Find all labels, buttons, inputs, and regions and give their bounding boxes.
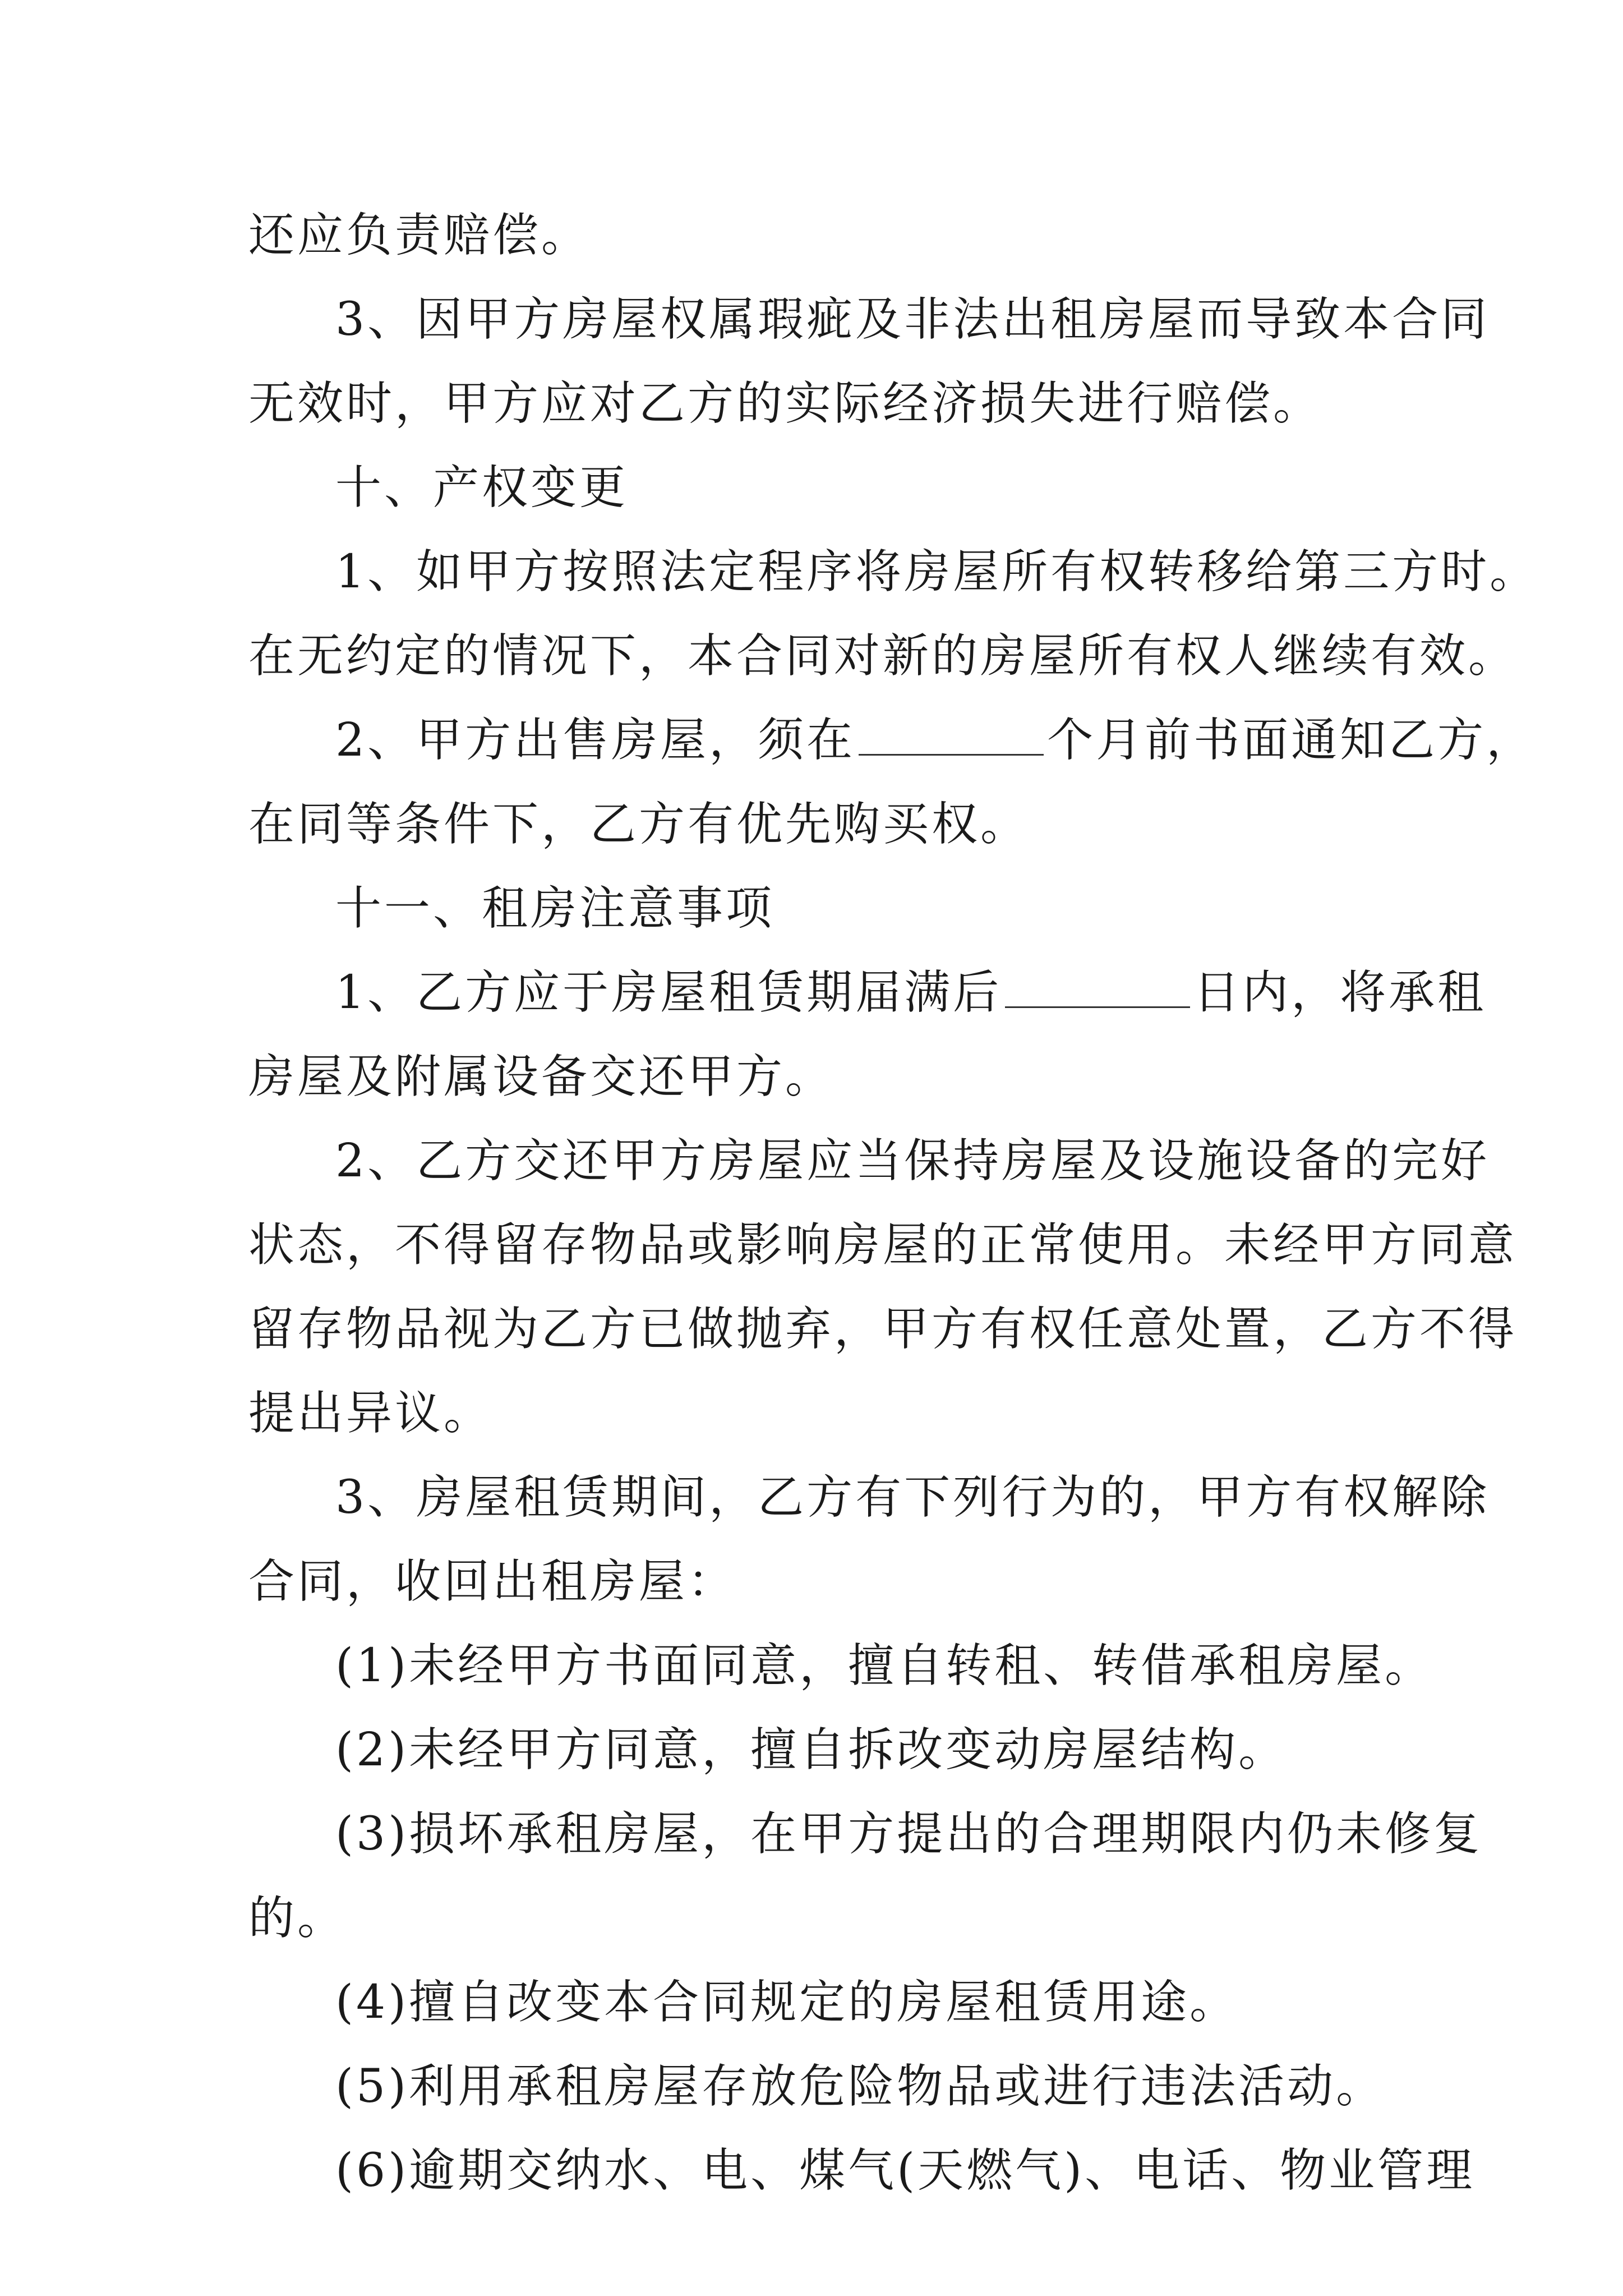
list-item: (3)损坏承租房屋，在甲方提出的合理期限内仍未修复 xyxy=(335,1807,1483,1861)
text-line: 房屋及附属设备交还甲方。 xyxy=(248,1050,834,1103)
text-segment: 个月前书面通知乙方， xyxy=(1047,714,1536,767)
text-line: 2、乙方交还甲方房屋应当保持房屋及设施设备的完好 xyxy=(335,1134,1490,1188)
list-item: (1)未经甲方书面同意，擅自转租、转借承租房屋。 xyxy=(335,1639,1434,1692)
fill-in-blank xyxy=(1005,961,1190,1008)
text-line-with-blank xyxy=(335,709,1536,772)
list-item: (6)逾期交纳水、电、煤气(天燃气)、电话、物业管理 xyxy=(335,2144,1476,2197)
text-line-with-blank xyxy=(335,961,1487,1024)
text-line: 留存物品视为乙方已做抛弃，甲方有权任意处置，乙方不得 xyxy=(248,1303,1518,1356)
text-line: 的。 xyxy=(248,1892,347,1945)
text-line: 状态，不得留存物品或影响房屋的正常使用。未经甲方同意 xyxy=(248,1218,1518,1272)
text-segment: 日内，将承租 xyxy=(1193,966,1487,1019)
text-line: 在无约定的情况下，本合同对新的房屋所有权人继续有效。 xyxy=(248,629,1518,683)
text-line: 1、如甲方按照法定程序将房屋所有权转移给第三方时。 xyxy=(335,545,1539,599)
section-heading: 十、产权变更 xyxy=(335,461,629,514)
text-line: 在同等条件下，乙方有优先购买权。 xyxy=(248,798,1030,851)
fill-in-blank xyxy=(859,709,1044,756)
text-line: 3、因甲方房屋权属瑕疵及非法出租房屋而导致本合同 xyxy=(335,293,1490,346)
list-item: (4)擅自改变本合同规定的房屋租赁用途。 xyxy=(335,1976,1239,2029)
text-line: 提出异议。 xyxy=(248,1387,493,1440)
text-line: 3、房屋租赁期间，乙方有下列行为的，甲方有权解除 xyxy=(335,1471,1490,1524)
text-line: 合同，收回出租房屋： xyxy=(248,1555,737,1608)
text-line: 无效时，甲方应对乙方的实际经济损失进行赔偿。 xyxy=(248,377,1322,430)
text-line: 还应负责赔偿。 xyxy=(248,209,591,262)
section-heading: 十一、租房注意事项 xyxy=(335,882,775,935)
text-segment: 2、甲方出售房屋，须在 xyxy=(335,714,856,767)
list-item: (2)未经甲方同意，擅自拆改变动房屋结构。 xyxy=(335,1723,1288,1777)
list-item: (5)利用承租房屋存放危险物品或进行违法活动。 xyxy=(335,2060,1385,2113)
text-segment: 1、乙方应于房屋租赁期届满后 xyxy=(335,966,1002,1019)
